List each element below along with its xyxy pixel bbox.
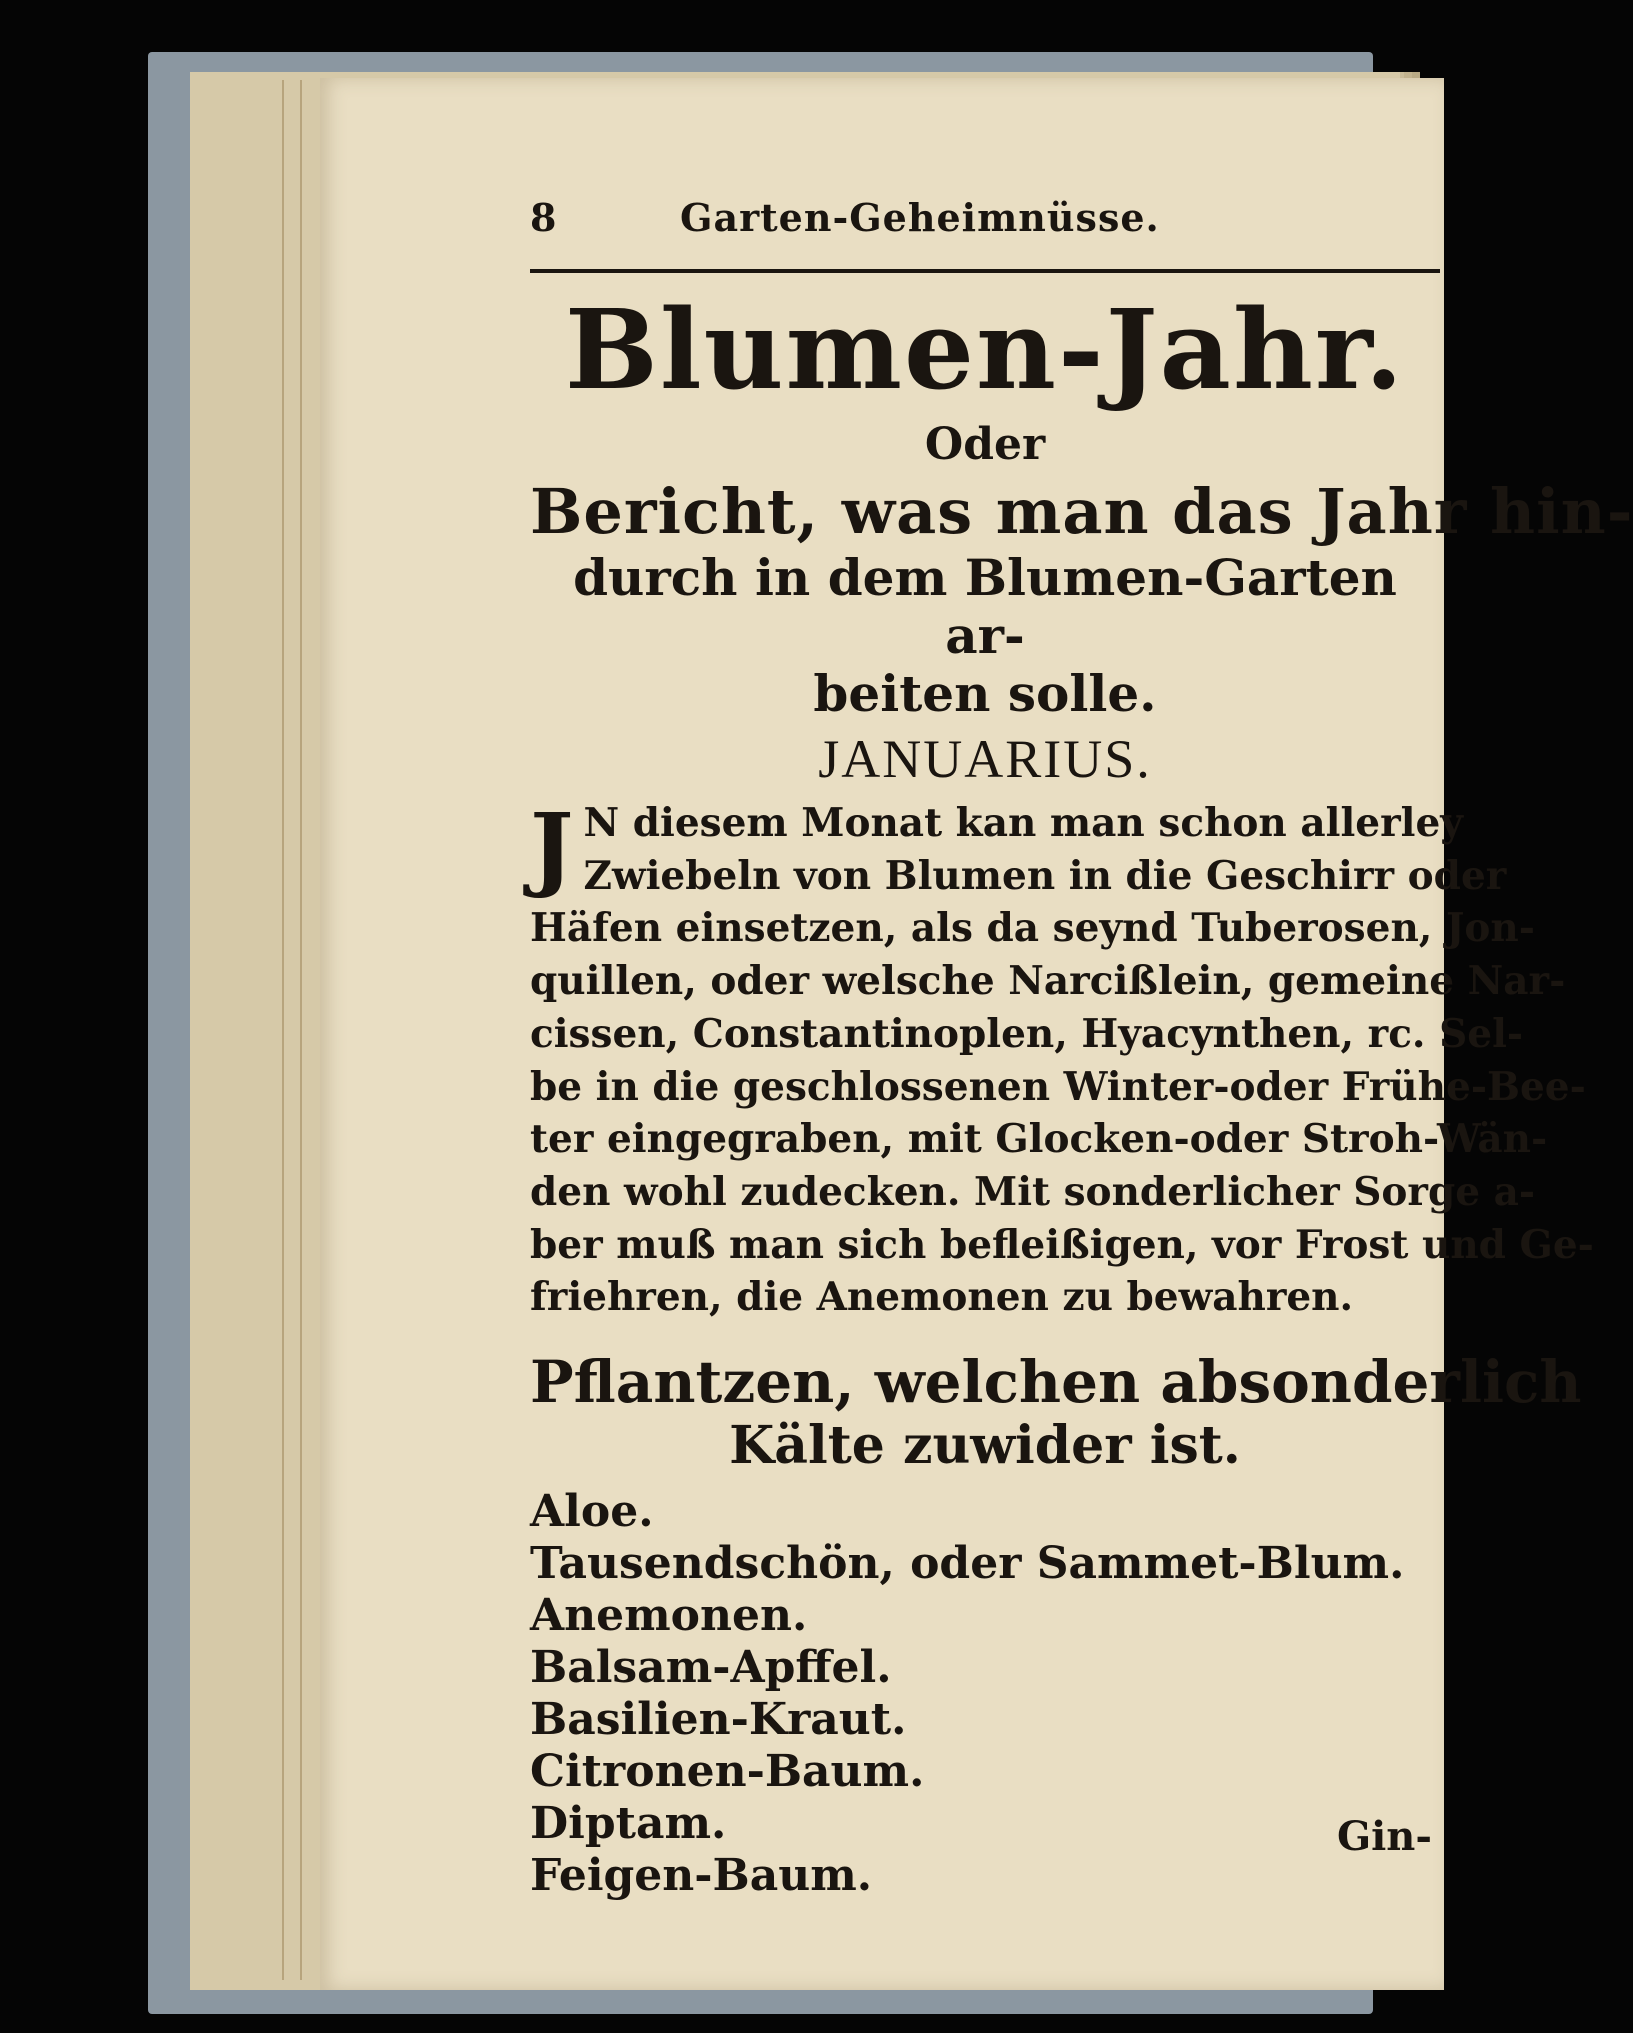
- list-item: Tausendschön, oder Sammet-Blum.: [530, 1538, 1405, 1590]
- list-item: Basilien-Kraut.: [530, 1694, 907, 1746]
- catchword: Gin-: [1336, 1813, 1432, 1860]
- page-content: [530, 195, 1633, 1902]
- page-edge: [282, 80, 284, 1980]
- body-line: be in die geschlossenen Winter-oder Frühe-Bee-: [530, 1063, 1586, 1110]
- plant-list: [530, 1486, 1440, 1902]
- page-number: 8: [530, 195, 557, 240]
- main-title: Blumen-Jahr.: [564, 285, 1406, 414]
- body-line: den wohl zudecken. Mit sonderlicher Sorge a-: [530, 1168, 1536, 1215]
- oder-line: Oder: [924, 419, 1046, 470]
- list-item: Aloe.: [530, 1486, 654, 1538]
- list-item: Feigen-Baum.: [530, 1850, 873, 1902]
- list-item: Balsam-Apffel.: [530, 1642, 892, 1694]
- body-line: friehren, die Anemonen zu bewahren.: [530, 1274, 1354, 1321]
- body-paragraph: [530, 793, 1594, 1324]
- body-line: N diesem Monat kan man schon allerley: [583, 800, 1463, 846]
- page-edge: [300, 80, 302, 1980]
- subtitle-line-2: durch in dem Blumen-Garten ar-: [573, 548, 1397, 665]
- list-item: Diptam.: [530, 1798, 727, 1850]
- section-subtitle: Kälte zuwider ist.: [729, 1415, 1241, 1477]
- month-heading: JANUARIUS.: [818, 729, 1152, 789]
- body-line: ber muß man sich befleißigen, vor Frost und Ge-: [530, 1221, 1594, 1268]
- running-title: Garten-Geheimnüsse.: [680, 195, 1160, 240]
- body-line: quillen, oder welsche Narcißlein, gemeine Nar-: [530, 958, 1566, 1005]
- body-line: Häfen einsetzen, als da seynd Tuberosen, Jon-: [530, 905, 1535, 952]
- subtitle-line-1: Bericht, was man das Jahr hin-: [530, 475, 1633, 548]
- body-line: Zwiebeln von Blumen in die Geschirr oder: [583, 852, 1507, 899]
- subtitle-line-3: beiten solle.: [813, 664, 1157, 723]
- drop-cap: J: [530, 793, 574, 901]
- header-rule: [530, 269, 1440, 273]
- running-head: [530, 195, 1440, 263]
- body-line: ter eingegraben, mit Glocken-oder Stroh-Wän-: [530, 1116, 1548, 1163]
- body-line: cissen, Constantinoplen, Hyacynthen, rc. Sel-: [530, 1010, 1524, 1057]
- section-title: Pflantzen, welchen absonderlich: [530, 1348, 1582, 1417]
- list-item: Citronen-Baum.: [530, 1746, 925, 1798]
- list-item: Anemonen.: [530, 1590, 808, 1642]
